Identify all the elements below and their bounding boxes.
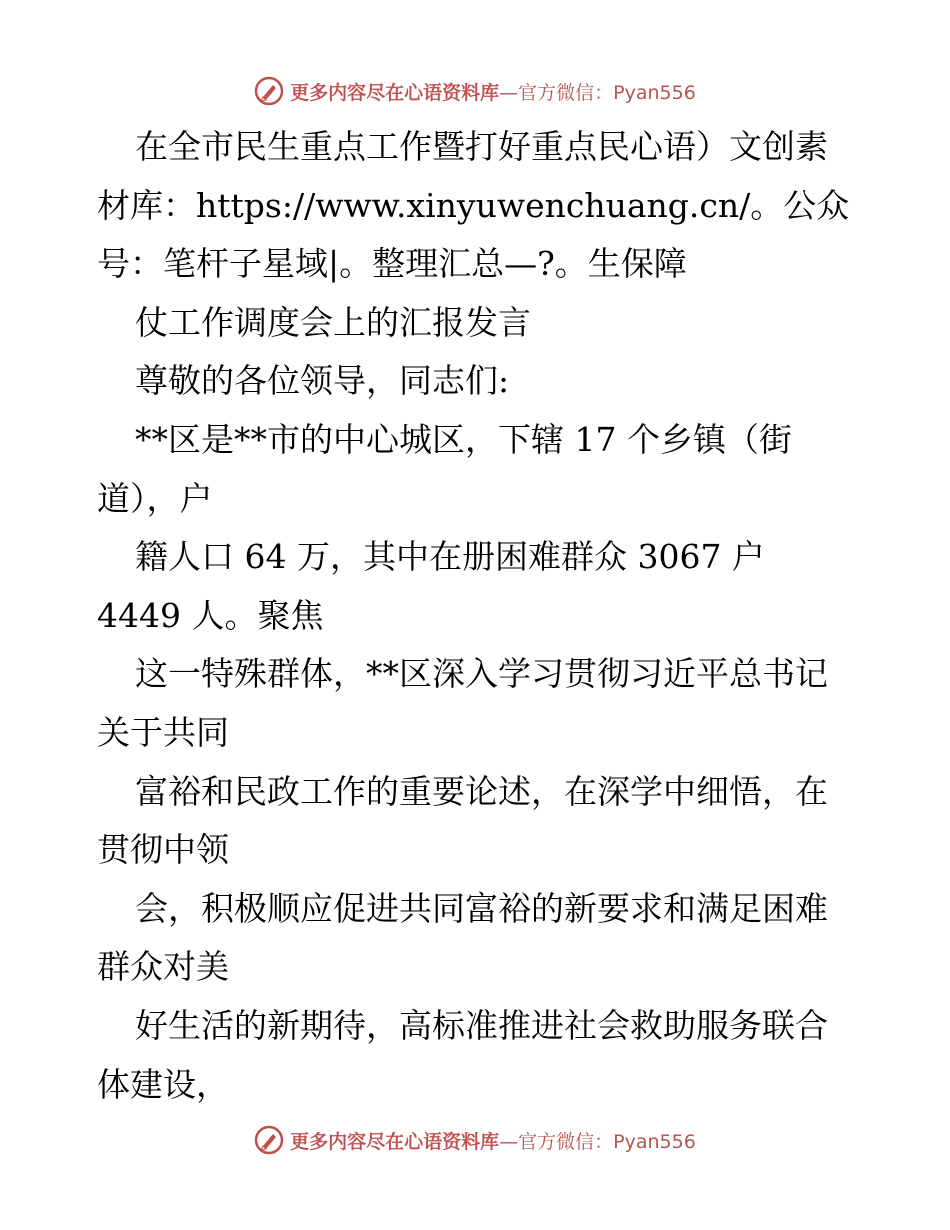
text-line: 道），户 bbox=[97, 478, 213, 518]
pen-logo-icon bbox=[254, 76, 284, 106]
text-line: **区是**市的中心城区，下辖 17 个乡镇（街 bbox=[135, 419, 792, 459]
text-line: 4449 人。聚焦 bbox=[97, 595, 324, 635]
text-line: 材库：https://www.xinyuwenchuang.cn/。公众 bbox=[97, 185, 850, 225]
text-line: 贯彻中领 bbox=[97, 830, 229, 870]
text-line: 尊敬的各位领导，同志们: bbox=[135, 361, 510, 401]
text-line: 关于共同 bbox=[97, 712, 229, 752]
banner-wechat-text: —官方微信：Pyan556 bbox=[499, 81, 696, 104]
footer-banner bbox=[0, 1120, 950, 1160]
text-line: 在全市民生重点工作暨打好重点民心语）文创素 bbox=[135, 127, 828, 166]
header-banner bbox=[0, 71, 950, 111]
text-line: 富裕和民政工作的重要论述，在深学中细悟，在 bbox=[135, 771, 828, 811]
text-line: 群众对美 bbox=[97, 947, 229, 987]
text-line: 会，积极顺应促进共同富裕的新要求和满足困难 bbox=[135, 888, 828, 928]
text-line: 号：笔杆子星域|。整理汇总—?。生保障 bbox=[97, 244, 687, 284]
banner-wechat-text: —官方微信：Pyan556 bbox=[499, 1130, 696, 1153]
text-line: 这一特殊群体，**区深入学习贯彻习近平总书记 bbox=[135, 654, 828, 694]
banner-main-text: 更多内容尽在心语资料库 bbox=[290, 81, 500, 104]
text-line: 仗工作调度会上的汇报发言 bbox=[135, 302, 531, 342]
document-body bbox=[97, 118, 857, 1114]
pen-logo-icon bbox=[254, 1125, 284, 1155]
text-line: 体建设， bbox=[97, 1064, 229, 1104]
text-line: 好生活的新期待，高标准推进社会救助服务联合 bbox=[135, 1005, 828, 1045]
text-line: 籍人口 64 万，其中在册困难群众 3067 户 bbox=[135, 537, 765, 577]
banner-main-text: 更多内容尽在心语资料库 bbox=[290, 1130, 500, 1153]
